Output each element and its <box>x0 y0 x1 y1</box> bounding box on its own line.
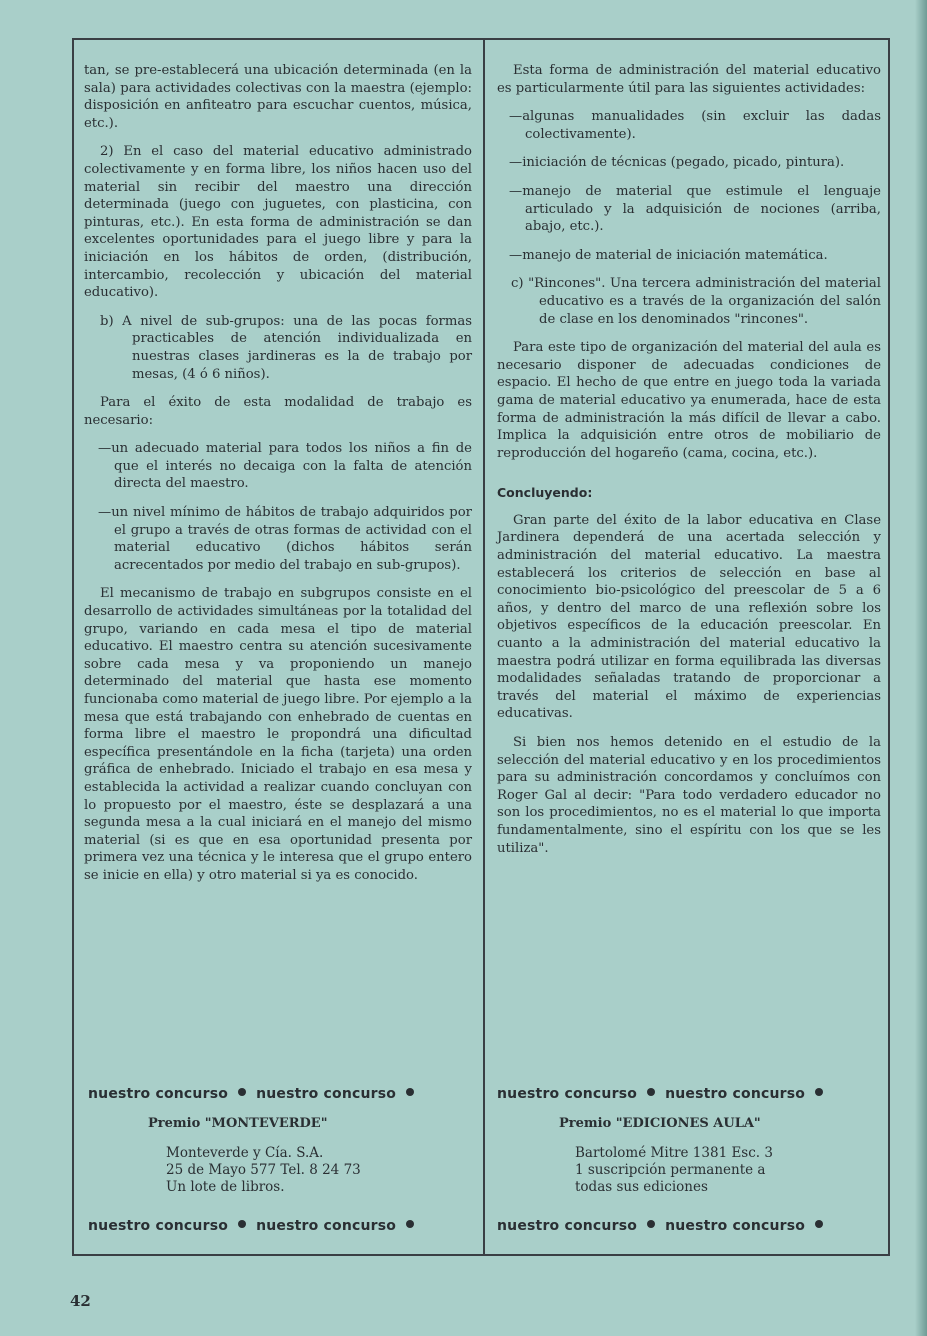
contest-box-right <box>497 1082 881 1238</box>
prize-line: Monteverde y Cía. S.A. <box>166 1145 324 1161</box>
prize-line: Un lote de libros. <box>166 1179 285 1195</box>
band-text: nuestro concurso <box>88 1086 229 1102</box>
bullet-icon <box>647 1088 655 1096</box>
list-item: —iniciación de técnicas (pegado, picado, pintura). <box>509 155 845 171</box>
column-divider <box>483 38 485 1256</box>
paragraph: b) A nivel de sub-grupos: una de las pocas formas practicables de atención individualizada en nuestras clases jardineras es la de trabajo por mesas, (4 ó 6 niños). <box>100 313 472 382</box>
band-text: nuestro concurso <box>256 1086 397 1102</box>
bullet-icon <box>815 1088 823 1096</box>
prize-line: 1 suscripción permanente a <box>575 1162 766 1178</box>
bullet-icon <box>406 1088 414 1096</box>
page-edge-shadow <box>915 0 927 1336</box>
band-text: nuestro concurso <box>497 1218 638 1234</box>
prize-line: Bartolomé Mitre 1381 Esc. 3 <box>575 1145 773 1161</box>
band-text: nuestro concurso <box>88 1218 229 1234</box>
contest-band-top <box>88 1082 473 1106</box>
prize-title: Premio "EDICIONES AULA" <box>559 1116 761 1131</box>
paragraph: tan, se pre-establecerá una ubicación determinada (en la sala) para actividades colectivas con la maestra (ejemplo: disposición en anfiteatro para escuchar cuentos, música, etc.). <box>84 63 472 131</box>
contest-band-top <box>497 1082 881 1106</box>
contest-band-bottom <box>88 1214 473 1238</box>
bullet-icon <box>238 1220 246 1228</box>
left-column <box>84 62 472 896</box>
list-item: —manejo de material de iniciación matemática. <box>509 247 828 263</box>
list-item: —un adecuado material para todos los niños a fin de que el interés no decaiga con la falta de atención directa del maestro. <box>98 441 472 492</box>
list-item: —un nivel mínimo de hábitos de trabajo adquiridos por el grupo a través de otras formas de actividad con el material educativo (dichos hábitos serán acrecentados por medio del trabajo en sub-grupos). <box>98 505 472 573</box>
bullet-icon <box>406 1220 414 1228</box>
prize-line: 25 de Mayo 577 Tel. 8 24 73 <box>166 1162 361 1178</box>
right-column <box>497 62 881 868</box>
band-text: nuestro concurso <box>497 1086 638 1102</box>
paragraph: c) "Rincones". Una tercera administración del material educativo es a través de la organización del salón de clase en los denominados "rincones". <box>511 276 881 327</box>
band-text: nuestro concurso <box>665 1218 806 1234</box>
paragraph: 2) En el caso del material educativo administrado colectivamente y en forma libre, los niños hacen uso del material sin recibir del maestro una dirección determinada (juego con juguetes, con plasticina, con pinturas, etc.). En esta forma de administración se dan excelentes oportunidades para el juego libre y para la iniciación en los hábitos de orden, (distribución, intercambio, recolección y ubicación del material educativo). <box>84 144 472 301</box>
prize-title: Premio "MONTEVERDE" <box>148 1116 328 1131</box>
contest-band-bottom <box>497 1214 881 1238</box>
paragraph: Para el éxito de esta modalidad de trabajo es necesario: <box>84 395 472 428</box>
paragraph: Esta forma de administración del material educativo es particularmente útil para las siguientes actividades: <box>497 63 881 96</box>
paragraph: Para este tipo de organización del material del aula es necesario disponer de adecuadas condiciones de espacio. El hecho de que entre en juego toda la variada gama de material educativo ya enumerada, hace de esta forma de administración la más difícil de llevar a cabo. Implica la adquisición entre otros de mobiliario de reproducción del hogareño (cama, cocina, etc.). <box>497 340 881 461</box>
contest-box-left <box>88 1082 473 1238</box>
bullet-icon <box>238 1088 246 1096</box>
list-item: —manejo de material que estimule el lenguaje articulado y la adquisición de nociones (arriba, abajo, etc.). <box>509 183 881 235</box>
prize-line: todas sus ediciones <box>575 1179 708 1195</box>
list-item: —algunas manualidades (sin excluir las dadas colectivamente). <box>509 109 881 142</box>
paragraph: Si bien nos hemos detenido en el estudio de la selección del material educativo y en los procedimientos para su administración concordamos y concluímos con Roger Gal al decir: "Para todo verdadero educador no son los procedimientos, no es el material lo que importa fundamentalmente, sino el espíritu con los que se les utiliza". <box>497 735 881 856</box>
band-text: nuestro concurso <box>256 1218 397 1234</box>
paragraph: El mecanismo de trabajo en subgrupos consiste en el desarrollo de actividades simultáneas por la totalidad del grupo, variando en cada mesa el tipo de material educativo. El maestro centra su atención sucesivamente sobre cada mesa y va proponiendo un manejo determinado del material que hasta ese momento funcionaba como material de juego libre. Por ejemplo a la mesa que está trabajando con enhebrado de cuentas en forma libre el maestro le propondrá una dificultad específica presentándole en la ficha (tarjeta) una orden gráfica de enhebrado. Iniciado el trabajo en esa mesa y establecida la actividad a realizar cuando concluyan con lo propuesto por el maestro, éste se desplazará a una segunda mesa a la cual iniciará en el manejo del mismo material (si es que en esa oportunidad presenta por primera vez una técnica y le interesa que el grupo entero se inicie en ella) y otro material si ya es conocido. <box>84 586 472 883</box>
prize-details <box>166 1145 473 1196</box>
section-heading: Concluyendo: <box>497 485 593 501</box>
page-number: 42 <box>70 1292 91 1310</box>
paragraph: Gran parte del éxito de la labor educativa en Clase Jardinera dependerá de una acertada selección y administración del material educativo. La maestra establecerá los criterios de selección en base al conocimiento bio-psicológico del preescolar de 5 a 6 años, y dentro del marco de una reflexión sobre los objetivos específicos de la educación preescolar. En cuanto a la administración del material educativo la maestra podrá utilizar en forma equilibrada las diversas modalidades señaladas tratando de proporcionar a través del material el máximo de experiencias educativas. <box>497 512 881 722</box>
bullet-icon <box>647 1220 655 1228</box>
band-text: nuestro concurso <box>665 1086 806 1102</box>
prize-details <box>575 1145 881 1196</box>
bullet-icon <box>815 1220 823 1228</box>
